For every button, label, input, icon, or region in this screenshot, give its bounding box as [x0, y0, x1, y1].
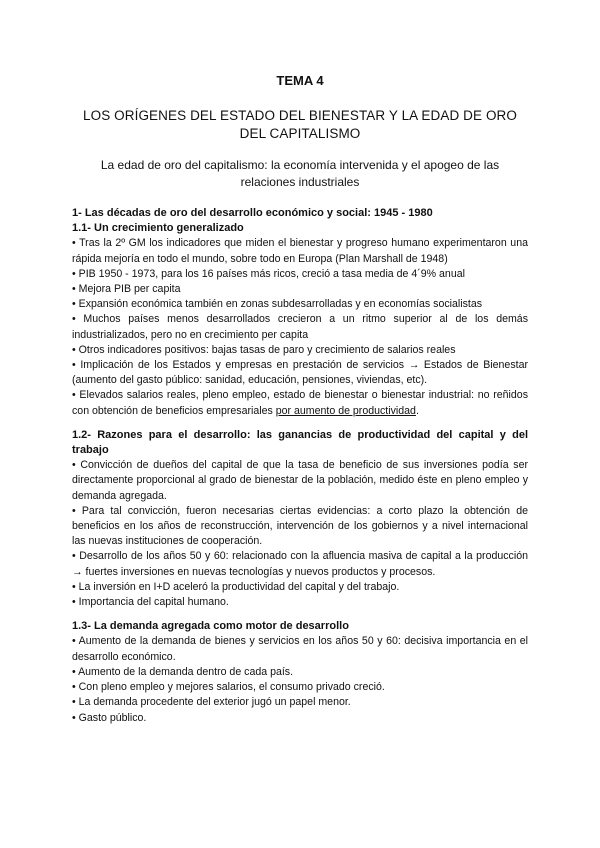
list-item: • Implicación de los Estados y empresas en prestación de servicios → Estados de Bienestar (aumento del gasto público: sanidad, educación, pensiones, viviendas, etc).	[72, 359, 528, 387]
list-item: • Importancia del capital humano.	[72, 596, 229, 609]
list-item: • Muchos países menos desarrollados crecieron a un ritmo superior al de los demás industrializados, pero no en crecimiento per capita	[72, 313, 528, 341]
list-item: • Desarrollo de los años 50 y 60: relacionado con la afluencia masiva de capital a la producción → fuertes inversiones en nuevas tecnologías y nuevos productos y procesos.	[72, 550, 528, 578]
underlined-phrase: por aumento de productividad	[275, 404, 416, 417]
list-item: • Aumento de la demanda dentro de cada país.	[72, 665, 294, 678]
section-1-title: 1- Las décadas de oro del desarrollo económico y social: 1945 - 1980	[72, 207, 433, 219]
list-item: • Gasto público.	[72, 711, 147, 724]
document-title: TEMA 4	[276, 73, 324, 88]
list-item-text: • Elevados salarios reales, pleno empleo, estado de bienestar o bienestar industrial: no reñidos con obtención de beneficios empresariales	[72, 389, 528, 417]
list-item: • Aumento de la demanda de bienes y servicios en los años 50 y 60: decisiva importancia en el desarrollo económico.	[72, 635, 528, 663]
list-item	[72, 388, 528, 418]
section-1-2-title: 1.2- Razones para el desarrollo: las ganancias de productividad del capital y del trabajo	[72, 428, 528, 457]
list-item: • Para tal convicción, fueron necesarias ciertas evidencias: a corto plazo la obtención de beneficios en los años de reconstrucción, intervención de los gobiernos y a nivel internacional las nuevas instituciones de cooperación.	[72, 504, 528, 548]
list-item: • La inversión en I+D aceleró la productividad del capital y del trabajo.	[72, 580, 400, 593]
list-item: • La demanda procedente del exterior jugó un papel menor.	[72, 696, 351, 709]
document-subheading: La edad de oro del capitalismo: la economía intervenida y el apogeo de las relaciones industriales	[100, 158, 500, 189]
list-item: • Tras la 2º GM los indicadores que miden el bienestar y progreso humano experimentaron una rápida mejoría en todo el mundo, sobre todo en Europa (Plan Marshall de 1948)	[72, 237, 528, 265]
list-item: • Con pleno empleo y mejores salarios, el consumo privado creció.	[72, 681, 385, 694]
list-item: • Otros indicadores positivos: bajas tasas de paro y crecimiento de salarios reales	[72, 343, 456, 356]
section-1-3-title: 1.3- La demanda agregada como motor de desarrollo	[72, 620, 349, 633]
list-item: • Mejora PIB per capita	[72, 283, 181, 296]
list-item: • PIB 1950 - 1973, para los 16 países más ricos, creció a tasa media de 4´9% anual	[72, 267, 465, 280]
list-item: • Convicción de dueños del capital de que la tasa de beneficio de sus inversiones podía ser directamente proporcional al grado de bienestar de la población, medido éste en pleno empleo y demanda agregada.	[72, 459, 528, 502]
section-1-1-title: 1.1- Un crecimiento generalizado	[72, 222, 244, 235]
list-item: • Expansión económica también en zonas subdesarrolladas y en economías socialistas	[72, 298, 483, 311]
document-body	[72, 206, 528, 726]
document-heading: LOS ORÍGENES DEL ESTADO DEL BIENESTAR Y LA EDAD DE ORO DEL CAPITALISMO	[82, 108, 518, 141]
list-item-end: .	[415, 404, 419, 417]
